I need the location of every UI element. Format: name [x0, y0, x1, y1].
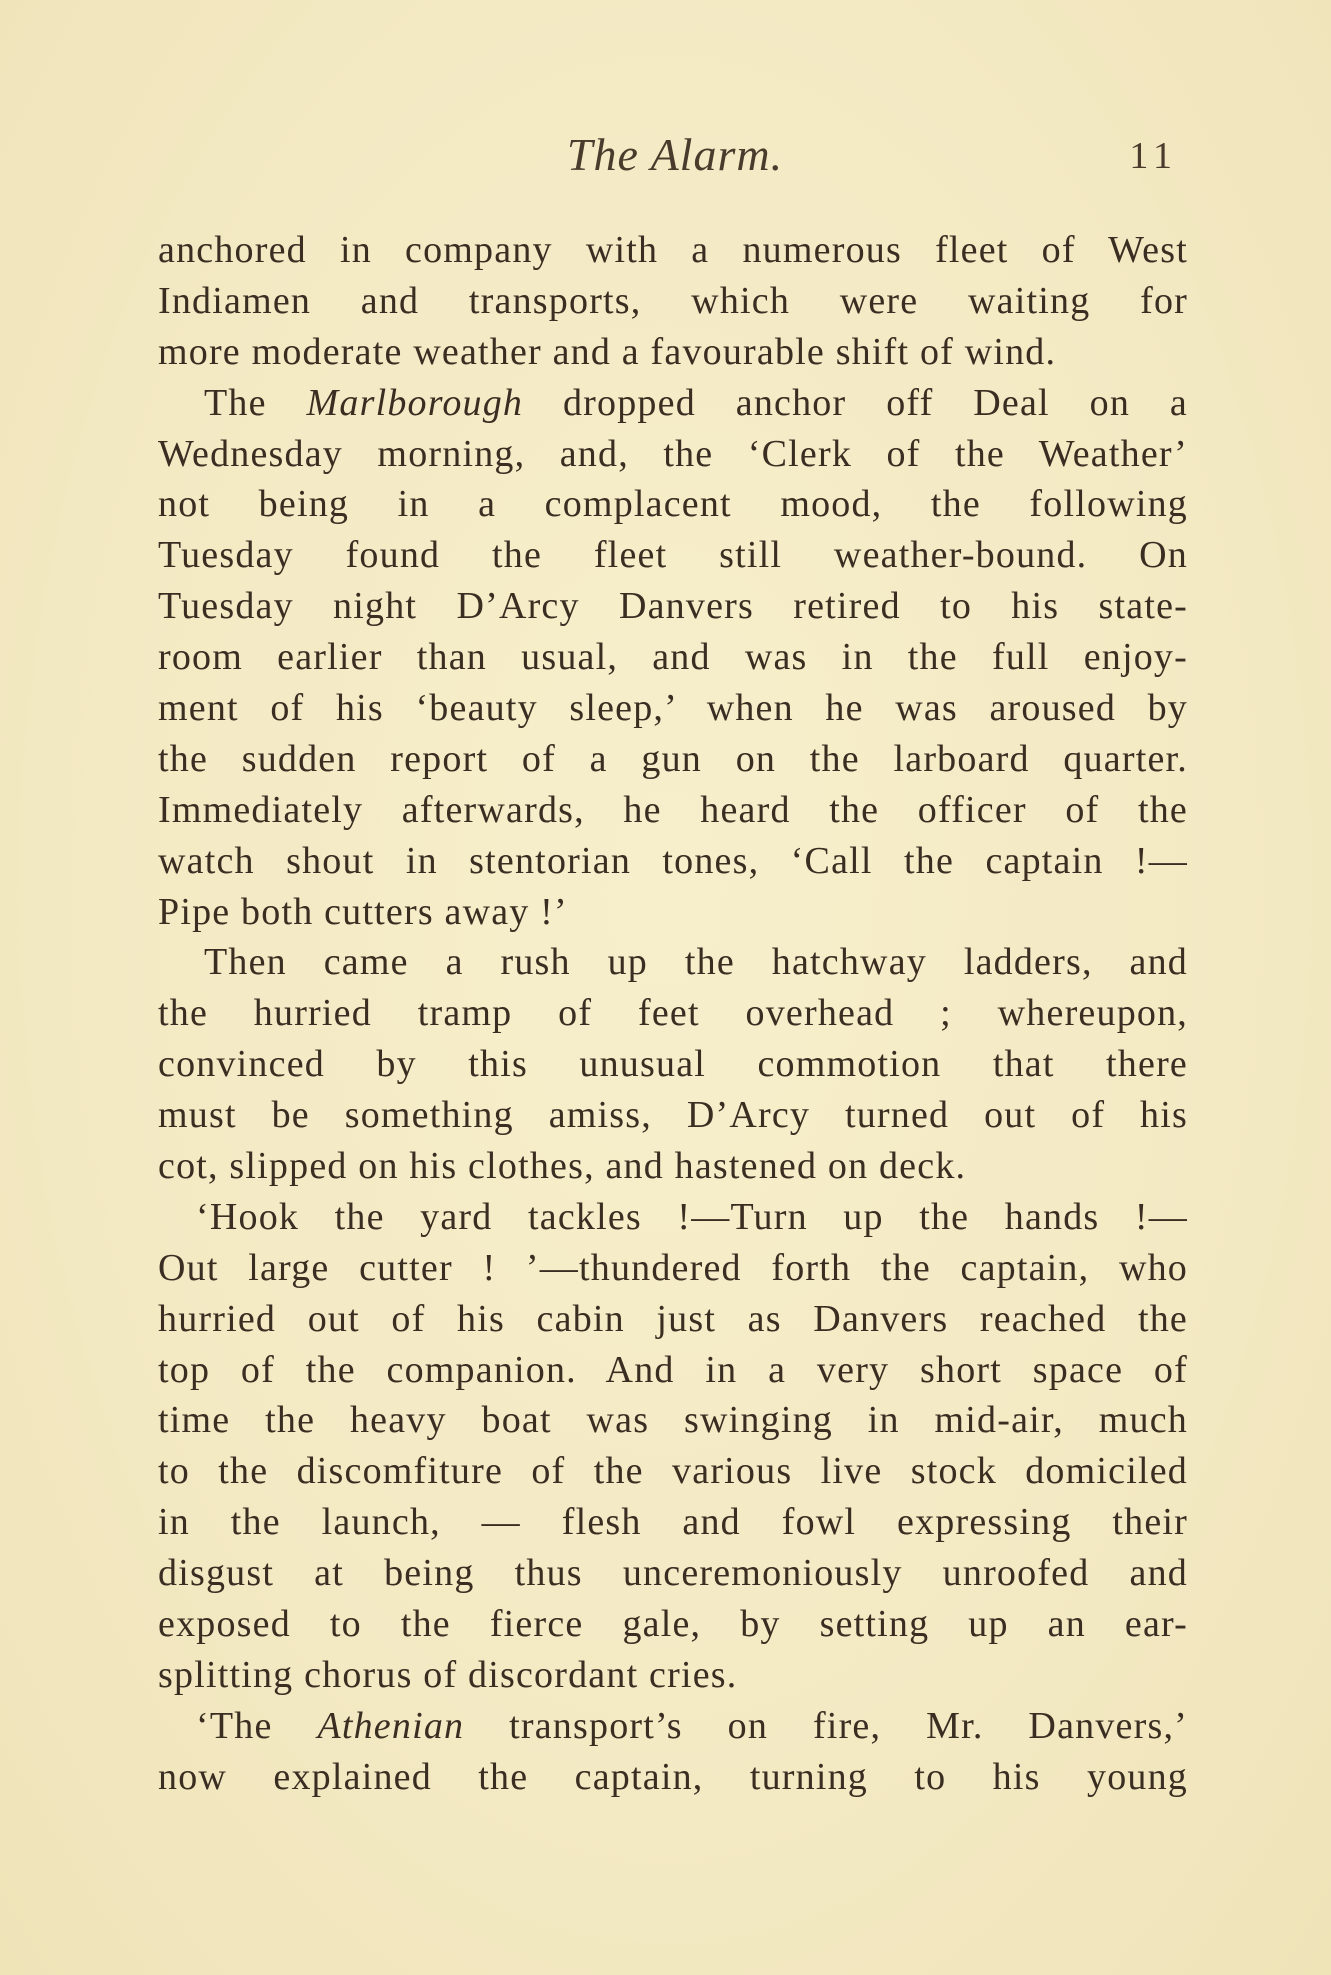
ship-name: Marlborough: [306, 381, 524, 424]
text-line: top of the companion. And in a very short space of: [158, 1348, 1188, 1391]
text-line: time the heavy boat was swinging in mid-air, much: [158, 1399, 1188, 1442]
chapter-title: The Alarm.: [566, 129, 784, 180]
text-line: anchored in company with a numerous fleet of West: [158, 229, 1188, 271]
text-line: [158, 1701, 1188, 1752]
text-segment: ‘The: [196, 1704, 318, 1747]
text-line: disgust at being thus unceremoniously unroofed and: [158, 1552, 1188, 1595]
text-line: Then came a rush up the hatchway ladders, and: [204, 941, 1188, 984]
text-line: [158, 378, 1188, 429]
text-line: Wednesday morning, and, the ‘Clerk of the Weather’: [158, 432, 1188, 475]
text-line: Tuesday found the fleet still weather-bound. On: [158, 534, 1188, 577]
text-line: convinced by this unusual commotion that there: [158, 1043, 1188, 1086]
text-line: now explained the captain, turning to his young: [158, 1755, 1188, 1798]
text-line: Pipe both cutters away !’: [158, 890, 568, 933]
text-line: the hurried tramp of feet overhead ; whereupon,: [158, 992, 1188, 1035]
body-text: [158, 225, 1188, 1803]
text-line: the sudden report of a gun on the larboard quarter.: [158, 737, 1188, 780]
text-line: in the launch, — flesh and fowl expressing their: [158, 1501, 1188, 1544]
text-line: hurried out of his cabin just as Danvers reached the: [158, 1297, 1188, 1340]
text-line: ment of his ‘beauty sleep,’ when he was aroused by: [158, 687, 1188, 730]
text-line: to the discomfiture of the various live stock domiciled: [158, 1450, 1188, 1493]
text-segment: The: [204, 381, 307, 424]
text-segment: dropped anchor off Deal on a: [523, 381, 1188, 424]
running-head: [160, 128, 1190, 188]
text-line: more moderate weather and a favourable shift of wind.: [158, 330, 1057, 373]
text-line: not being in a complacent mood, the following: [158, 483, 1188, 526]
text-line: splitting chorus of discordant cries.: [158, 1653, 738, 1696]
text-line: Immediately afterwards, he heard the officer of the: [158, 788, 1188, 831]
text-line: cot, slipped on his clothes, and hastened on deck.: [158, 1145, 967, 1188]
text-segment: transport’s on fire, Mr. Danvers,’: [464, 1704, 1188, 1747]
text-line: room earlier than usual, and was in the full enjoy-: [158, 636, 1188, 679]
text-line: Indiamen and transports, which were waiting for: [158, 279, 1188, 322]
ship-name: Athenian: [317, 1704, 465, 1747]
text-line: exposed to the fierce gale, by setting up an ear-: [158, 1603, 1188, 1646]
text-line: watch shout in stentorian tones, ‘Call the captain !—: [158, 839, 1188, 882]
text-line: Tuesday night D’Arcy Danvers retired to his state-: [158, 585, 1188, 628]
text-line: must be something amiss, D’Arcy turned out of his: [158, 1094, 1188, 1137]
text-line: ‘Hook the yard tackles !—Turn up the hands !—: [196, 1195, 1188, 1238]
text-line: Out large cutter ! ’—thundered forth the captain, who: [158, 1246, 1188, 1289]
page-number: 11: [1129, 135, 1178, 177]
